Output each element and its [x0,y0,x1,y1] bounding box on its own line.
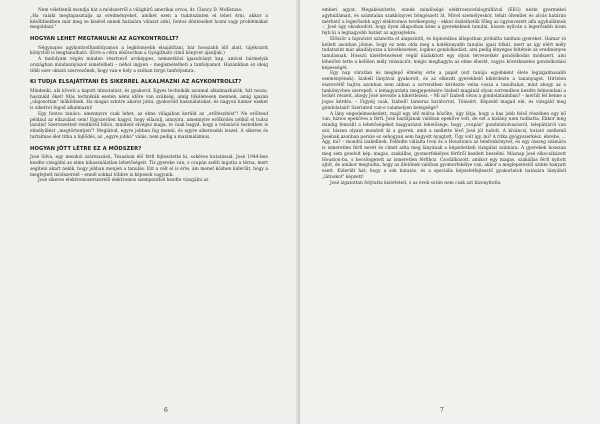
right-paragraph: emberi agyat. Megakészítette, ennek mindöségé elektroencefalográfiával (EEG) nézte gyermekei agyhullámait, és számtalan szakkönyvet böngészett át. Mivel személyeskör, tehát öltentlet és alvás határán mérhető a legerősebb agyi elektromos tevékenység – ekkor észlelhetők főleg az úgynevezett alfa agyhullámok –, José úgy okoskodott, hogy ilyen állapotban kéne a gyerekeknek tanulni, hiszen nyilván a legerősebb áram fejti ki a legnagyobb hatást az agysejtekre. [322,8,566,36]
left-paragraph: Négynapos agykontrolltanfolyamon a legkönnyebb elsajátítani, bár hosszabb idő alatt, tájékozott könyvből is megtanulható. (Erre a célra elsősorban a Gyógítható című könyvet ajánljuk.) [30,45,268,57]
right-page [300,0,600,424]
left-paragraph: José sikeres elektromszerszerelő elektromos szempontból kezdte vizsgálni az [38,178,209,184]
page-number-right: 7 [440,407,444,414]
left-paragraph: Nem véletlenül mondja hát a módszerről a világhírű amerikai orvos, dr. Clancy D. McKenzie: [38,8,243,13]
left-quote-paragraph: „Ha valaki megtapasztalja az eredményeket, amiket ezen a tudatszinten el lehet érni, akkor a későbbiekben már meg se kísérel ennek hatására választ adni, fontos dönteseket hozni vagy problémákat megoldani." [30,13,268,31]
heading-who-can-learn: KI TUDJA ELSAJÁTÍTANI ÉS SIKERREL ALKALMAZNI AZ AGYKONTROLLT? [30,79,242,86]
right-text-column [322,8,566,186]
left-paragraph: Mindenki, aki követi a kapott útmutatást, és gyakorol. Egyes technikák azonnal alkalmazhatók, hát nosza, használd őket! Más technikák esetén némi időre van szükség, amíg tökéletesen mennek, amíg igazán „olajozottan" működnek. Ha magas szintre akarsz jutni, gyakorold használatukat, és nagyon hamar ezeket is sikerrel fogod alkalmazni! [30,88,268,112]
page-number-left: 6 [164,407,168,414]
right-paragraph: Egy nap váratlan és meglepő élmény érte a papát (ezt tanúja egyébként élete legizgalmasabb eseményének). Izabell lányával gyakorolt, és az elkezdt gyerekkelő kikérdezte a tananyagot. Hirtelen észrevétlő hajtva azonban nem abban a sorrendben kérdezte velsa vosza a tanultakat, mint ahogy az a tankönyvben szerepelt, s lemagyarázta megjepetésére Izabell magánál olyan sorrendben kezdte felmondani a leckét részeit, ahogy José nevezte a kikérdezést. – Mi az? Izabell olvas a gondolataimban? – merült fel benne a jogos kérdés. – Figyelj csak, Izabell! Iameraz barátorrat, Tónisért. Képzeld magad elé, és vizsgáld meg gondolataid! Szerinted van-e valamelyen betegsége? [322,71,566,111]
right-paragraph: A lány engedelmeskedett, majd egy idő múlva közölte, úgy látja, hogy a has jobb felső részében egy kő van, biztos epekőves a férfi. José barátjának valóban epekőve volt, de ezt a kislány nem tudhatta. Ekkor még mindig fennállt a lehetőségeket magyarázat lehetősége, hogy „csupán" gondolatolvasásról, telepátiáról van szó, hiszen olyant mondott ki a gyerek, amit a mellette lévő José jól tudott. A kíváncsi, kutató szellemű Josénak azonban persze ez sehogyan sem hagyott nyugtott. Úgy volt így, mi? A ritka gyógyszerkész, ébrebe, ... Agy, mi? – mondta izabellnek. Felfedte vállalta Ivon és a Houstonra az telefonkönyvet, és egy összeg számára is ismeretlen férfi nevét és címét adta meg lányának a képzeletbeli vizsgálat számára. A gyerekek hosszan meg sem gondolt kép: magas, szakállas, gyomorfekélyes férfiről kezdett beszélni. Másnap José elkocsikázott Houston-ba, s becsöngetett az ismeretlen férfihoz. Csodálkozott, amikor egy magas, szakállas férfi nyitott ajtót, de amikor megtudta, hogy az illetőnek valóban gyomorfekélye van, akkor a meglepetéstől szinte hanyatt esett. Kiderült hát, hogy a sok kutatás, és a speciális képzeletfejlesztő gyakorlatok hatására lányából „látnokot" képzett! [322,111,566,180]
left-paragraph: José Silva, egy mexikói származású, Texasban élő férfi fejlesztette ki, sokéves kutatással. José 1944-ben kezdte vizsgálni az elme kihasználatlan lehetőségeit. Tíz gyereke van, s csupán szélti ingatta a térna, mert segíteni akart nekik, hogy jobban menjen a tanulás. Ezt a célt el is érte, ám menet közben kiderült, hogy a megfejtett módszernél – ennél sokkal többre is képesek vagyunk. [30,155,268,178]
right-paragraph: Először a hipnózist számotta el alapszintű, és hipnonikus állapotban próbálta tanítani gyereket. Hamar rá kellett azonban jönnie, hogy ez nem olda meg a hatékonyabb tanulás igazi titkát, mert az így elért mély tudatszint már akadályozza a kivetkezetést, logikus gondolkodást, ami pedig lényeges feltétele az eredményes tanulásnak. Hosszú kísérletezéssel végül kialakított egy olyan tévvezetkér gondolkodás módszert, ami lehetővé tette a kellően mély relaxációt, mégis meghagyta az elme éberét, vagyis következetes gondolkodási képességét. [322,36,566,71]
left-paragraph: A tanfolyam végén minden résztvevő arcképpes, nemzetközi igazolványt kap, amivel bármelyik országban mindannyiszor ismételheti – néhol ingyen – megismételheti a tanfolyamot. Hazánkban ez ideig több ezer oktató szervezőnek, hogy van-e hely a szóban forgó tanfolyamra. [30,57,268,74]
left-paragraph: Egy fontos tanács: amennyire csak lehet, az elme világában kerüld az „erőfeszítést"! Ne erőltesd például az ellazulást sem! Egyszerűen hagyd, hogy ellazulj, amnyira, amennyire erőlködés nélkül el tudsz lazulni! Szervezetted rendkívül bölcs, mindent elvégez maga, te csak hagyd, hogy a relaxáció testedben is elmélyülést „megtörtentjen"! Meglátod, egyre jobban fog menni, és egyre sikeresebb leszel. A sikeres és tartalmas élet titka a fejlődés, az „egyre jobbá" válás, nem pedig a maximalizmus. [30,111,268,140]
heading-origin-of-method: HOGYAN JÖTT LÉTRE EZ A MÓDSZER? [30,145,142,152]
left-text-column [30,8,268,184]
right-paragraph: José izgatottan folytatta kísérleteit, s az évek során nem csak azt bizonyította [330,180,501,186]
heading-how-to-learn: HOGYAN LEHET MEGTANULNI AZ AGYKONTROLLT? [30,36,179,42]
